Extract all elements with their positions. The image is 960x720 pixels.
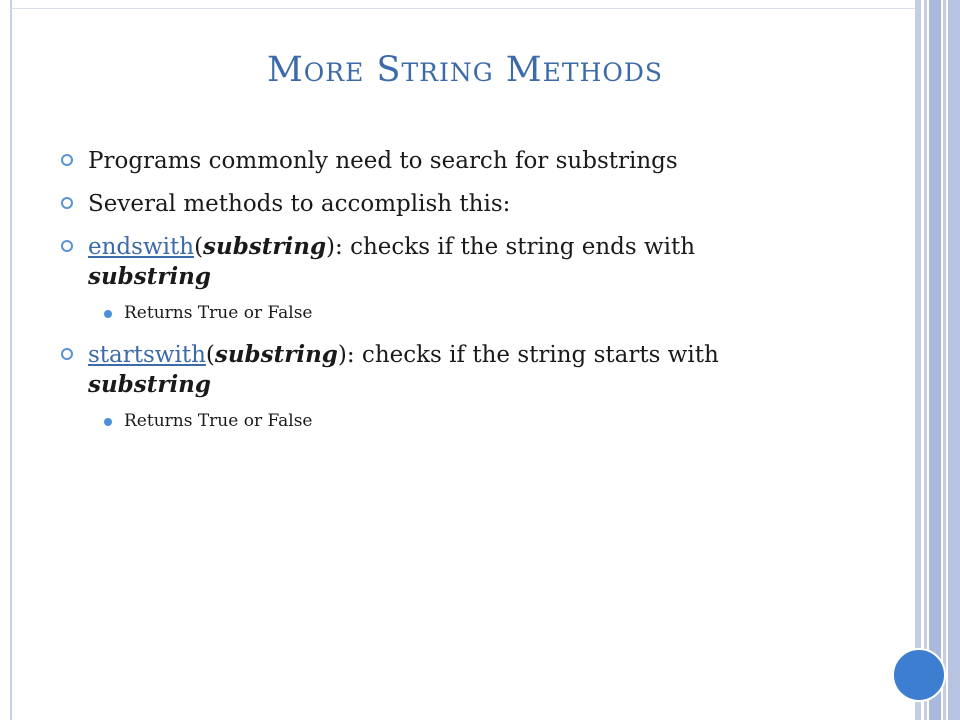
open-paren: (: [194, 234, 204, 260]
ring-bullet-icon: [60, 153, 74, 167]
stripe: [948, 0, 960, 720]
bullet-text: Several methods to accomplish this:: [88, 191, 511, 217]
bullet-text: : checks if the string ends with: [335, 234, 696, 260]
ring-bullet-icon: [60, 196, 74, 210]
bullet-item: [60, 146, 860, 176]
argument: substring: [214, 341, 338, 368]
ring-bullet-icon: [60, 239, 74, 253]
bullet-item: [60, 189, 860, 219]
argument: substring: [203, 233, 327, 260]
stripe: [929, 0, 941, 720]
slide-body: [60, 146, 860, 448]
bullet-text: Programs commonly need to search for substrings: [88, 148, 678, 174]
bullet-text: : checks if the string starts with: [346, 342, 719, 368]
bullet-continuation: substring: [88, 263, 211, 290]
ring-bullet-icon: [60, 347, 74, 361]
close-paren: ): [337, 342, 347, 368]
open-paren: (: [205, 342, 215, 368]
stripe: [915, 0, 921, 720]
sub-bullet-item: [60, 302, 860, 324]
endswith-link[interactable]: endswith: [88, 234, 195, 260]
sub-bullet-text: Returns True or False: [124, 411, 313, 431]
bullet-item: [60, 340, 860, 400]
stripe: [943, 0, 946, 720]
bullet-continuation: substring: [88, 371, 211, 398]
decorative-stripes: [915, 0, 960, 720]
decorative-circle: [892, 648, 946, 702]
startswith-link[interactable]: startswith: [88, 342, 206, 368]
close-paren: ): [326, 234, 336, 260]
sub-bullet-text: Returns True or False: [124, 303, 313, 323]
top-frame-line: [10, 0, 915, 9]
left-frame-bar: [0, 0, 12, 720]
sub-bullet-item: [60, 410, 860, 432]
bullet-item: [60, 232, 860, 292]
slide-title: More String Methods: [266, 50, 664, 90]
stripe: [924, 0, 927, 720]
dot-bullet-icon: [104, 418, 112, 426]
dot-bullet-icon: [104, 310, 112, 318]
